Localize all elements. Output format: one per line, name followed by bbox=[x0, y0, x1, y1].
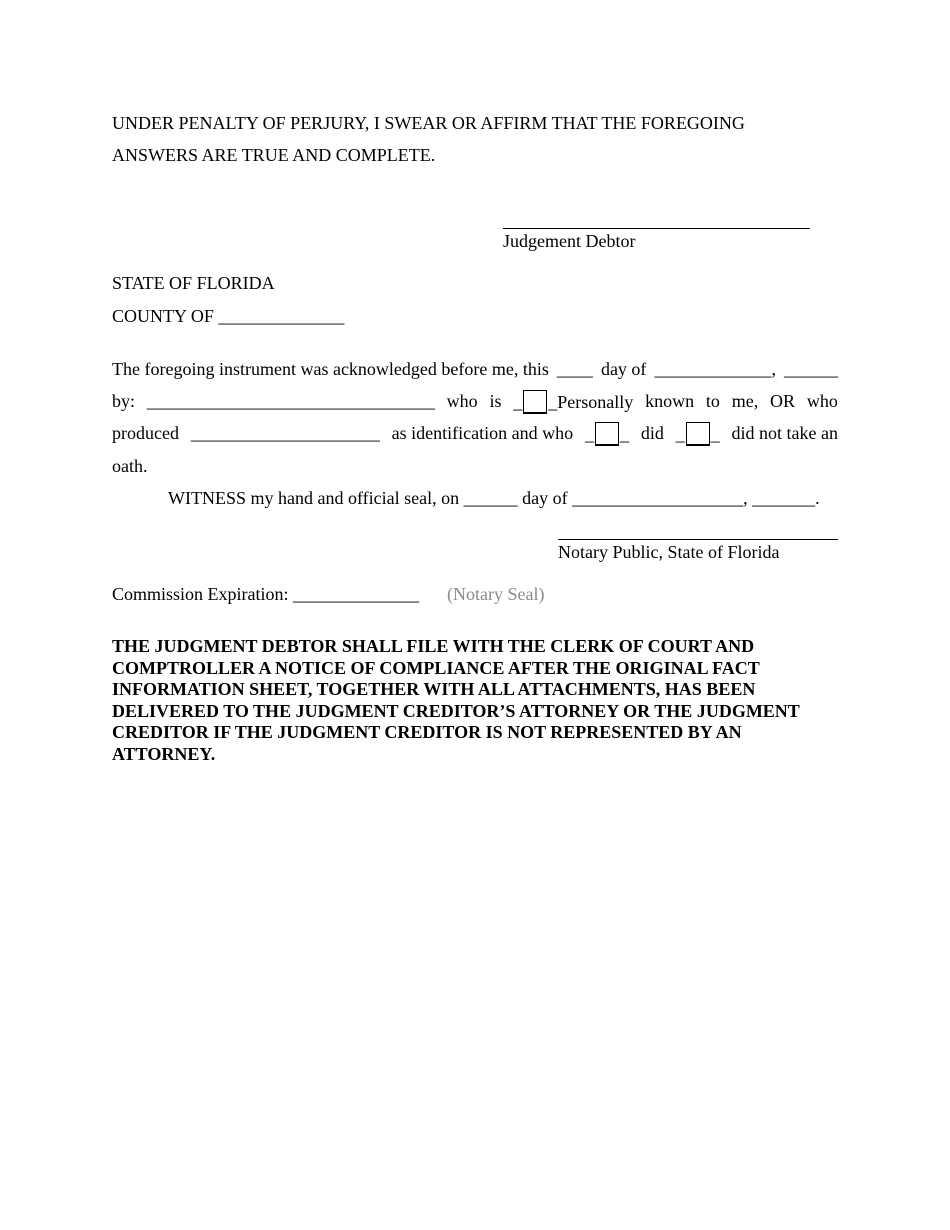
ack-produced-word: produced bbox=[112, 423, 179, 443]
ack-known-word: known bbox=[645, 391, 695, 411]
witness-line: WITNESS my hand and official seal, on ______ day of ___________________, _______. bbox=[168, 488, 820, 508]
ack-did-not-text: did not take an bbox=[731, 423, 838, 443]
commission-expiration: Commission Expiration: ______________ bbox=[112, 584, 420, 604]
ack-day-blank[interactable]: ____ bbox=[556, 359, 593, 379]
did-take-oath-checkbox[interactable] bbox=[595, 422, 619, 446]
ack-month-blank[interactable]: _____________, bbox=[654, 359, 776, 379]
ack-did-word: did bbox=[640, 423, 664, 443]
notary-seal-placeholder: (Notary Seal) bbox=[447, 584, 545, 604]
ack-personally-group: _ _Personally bbox=[513, 392, 634, 412]
ack-line-4: oath. bbox=[112, 456, 148, 476]
oath-line-1: UNDER PENALTY OF PERJURY, I SWEAR OR AFFIRM THAT THE FOREGOING bbox=[112, 113, 745, 133]
ack-year-blank[interactable]: ______ bbox=[783, 359, 838, 379]
ack-line-1 bbox=[112, 358, 838, 380]
debtor-signature-label: Judgement Debtor bbox=[503, 231, 636, 251]
ack-who2-word: who bbox=[806, 391, 838, 411]
notary-signature-label: Notary Public, State of Florida bbox=[558, 542, 780, 562]
ack-day-of: day of bbox=[600, 359, 647, 379]
ack-or-word: OR bbox=[770, 391, 796, 411]
ack-personally-word: Personally bbox=[557, 392, 634, 412]
notice-line-4: DELIVERED TO THE JUDGMENT CREDITOR’S ATTORNEY OR THE JUDGMENT bbox=[112, 700, 800, 721]
ack-line-3 bbox=[112, 422, 838, 446]
ack-me-word: me, bbox=[731, 391, 759, 411]
ack-by-label: by: bbox=[112, 391, 136, 411]
ack-did-group: _ _ bbox=[584, 424, 629, 444]
ack-line-2 bbox=[112, 390, 838, 414]
did-not-take-oath-checkbox[interactable] bbox=[686, 422, 710, 446]
ack-is-word: is bbox=[489, 391, 502, 411]
ack-did-not-group: _ _ bbox=[675, 424, 720, 444]
ack-to-word: to bbox=[705, 391, 720, 411]
notice-line-1: THE JUDGMENT DEBTOR SHALL FILE WITH THE CLERK OF COURT AND bbox=[112, 636, 755, 656]
ack-intro-text: The foregoing instrument was acknowledged before me, this bbox=[112, 359, 549, 379]
oath-line-2: ANSWERS ARE TRUE AND COMPLETE. bbox=[112, 145, 436, 165]
county-label: COUNTY OF ______________ bbox=[112, 306, 345, 326]
ack-name-blank[interactable]: ________________________________ bbox=[146, 391, 435, 411]
ack-id-blank[interactable]: _____________________ bbox=[190, 423, 380, 443]
state-label: STATE OF FLORIDA bbox=[112, 273, 275, 293]
debtor-signature-line[interactable] bbox=[503, 228, 810, 229]
ack-as-id-text: as identification and who bbox=[391, 423, 574, 443]
notary-signature-line[interactable] bbox=[558, 539, 838, 540]
notice-line-2: COMPTROLLER A NOTICE OF COMPLIANCE AFTER THE ORIGINAL FACT bbox=[112, 657, 760, 678]
notice-line-5: CREDITOR IF THE JUDGMENT CREDITOR IS NOT REPRESENTED BY AN bbox=[112, 722, 742, 742]
notice-line-3: INFORMATION SHEET, TOGETHER WITH ALL ATTACHMENTS, HAS BEEN bbox=[112, 679, 756, 699]
compliance-notice bbox=[112, 636, 842, 765]
personally-known-checkbox[interactable] bbox=[523, 390, 547, 414]
ack-who-word: who bbox=[446, 391, 478, 411]
notice-line-6: ATTORNEY. bbox=[112, 743, 216, 764]
